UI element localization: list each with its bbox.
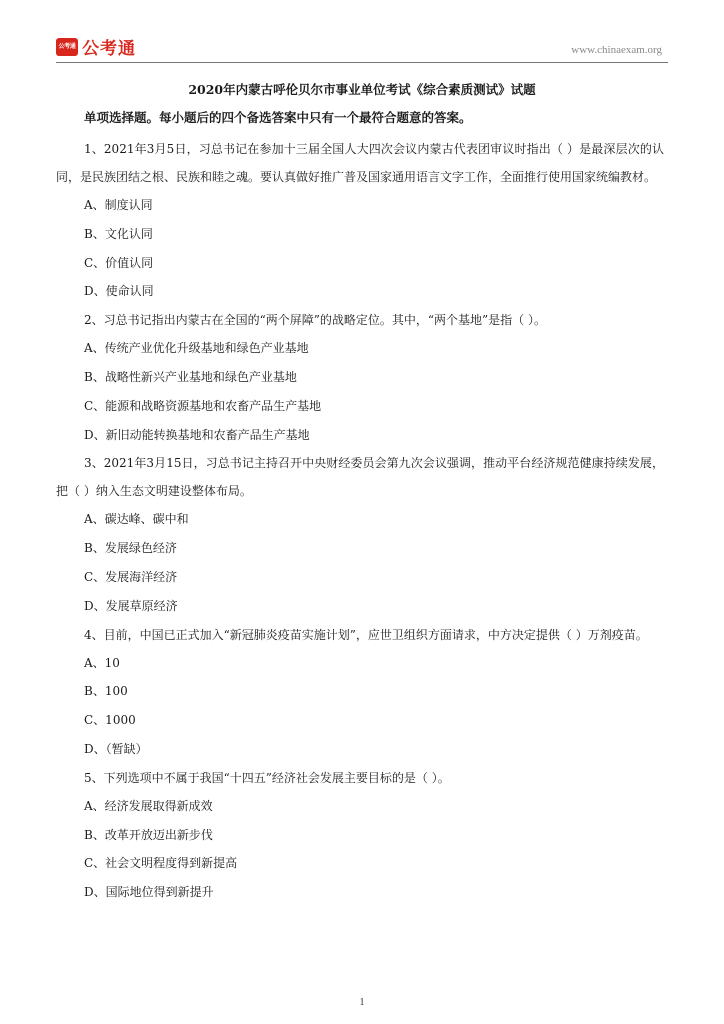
question-block-2 (56, 306, 664, 449)
option-c: C、价值认同 (84, 255, 154, 270)
option-b: B、文化认同 (84, 226, 153, 241)
question-block-4 (56, 621, 664, 764)
question-text: 1、2021年3月5日，习总书记在参加十三届全国人大四次会议内蒙古代表团审议时指出（ ）是最深层次的认同，是民族团结之根、民族和睦之魂。要认真做好推广普及国家通用语言文字工作，全面推行使用国家统编教材。 (56, 142, 664, 184)
header-divider (56, 62, 668, 63)
logo-badge-icon: 公考通 (56, 38, 78, 56)
option-c: C、1000 (84, 713, 136, 728)
option-d: D、发展草原经济 (84, 598, 178, 613)
option-d: D、国际地位得到新提升 (84, 885, 214, 900)
question-text: 3、2021年3月15日，习总书记主持召开中央财经委员会第九次会议强调，推动平台经济规范健康持续发展，把（ ）纳入生态文明建设整体布局。 (56, 456, 664, 499)
option-c: C、发展海洋经济 (84, 569, 178, 584)
option-b: B、战略性新兴产业基地和绿色产业基地 (84, 369, 297, 384)
question-text: 2、习总书记指出内蒙古在全国的“两个屏障”的战略定位。其中，“两个基地”是指（ ）。 (84, 313, 546, 328)
option-d: D、使命认同 (84, 284, 154, 299)
option-a: A、10 (84, 655, 120, 670)
option-d: D、新旧动能转换基地和农畜产品生产基地 (84, 427, 310, 442)
page-number: 1 (359, 997, 365, 1008)
page-header (56, 34, 668, 62)
brand-logo[interactable] (56, 34, 136, 59)
document-title: 2020年内蒙古呼伦贝尔市事业单位考试《综合素质测试》试题 (188, 82, 536, 97)
option-a: A、经济发展取得新成效 (84, 798, 213, 813)
option-a: A、制度认同 (84, 198, 153, 212)
question-text: 5、下列选项中不属于我国“十四五”经济社会发展主要目标的是（ ）。 (84, 770, 450, 785)
question-block-3 (56, 449, 664, 620)
question-list (56, 135, 664, 907)
option-b: B、改革开放迈出新步伐 (84, 827, 213, 842)
option-a: A、碳达峰、碳中和 (84, 512, 189, 527)
option-d: D、（暂缺） (84, 741, 148, 756)
question-block-1 (56, 135, 664, 306)
logo-text: 公考通 (82, 39, 136, 59)
question-text: 4、目前，中国已正式加入“新冠肺炎疫苗实施计划”，应世卫组织方面请求，中方决定提供（ ）万剂疫苗。 (84, 627, 648, 642)
site-url-link[interactable]: www.chinaexam.org (571, 44, 662, 56)
option-b: B、100 (84, 684, 128, 699)
option-c: C、能源和战略资源基地和农畜产品生产基地 (84, 398, 322, 413)
option-a: A、传统产业优化升级基地和绿色产业基地 (84, 341, 309, 356)
option-b: B、发展绿色经济 (84, 541, 177, 556)
question-block-5 (56, 764, 664, 907)
section-instruction: 单项选择题。每小题后的四个备选答案中只有一个最符合题意的答案。 (84, 110, 472, 125)
option-c: C、社会文明程度得到新提高 (84, 856, 238, 871)
